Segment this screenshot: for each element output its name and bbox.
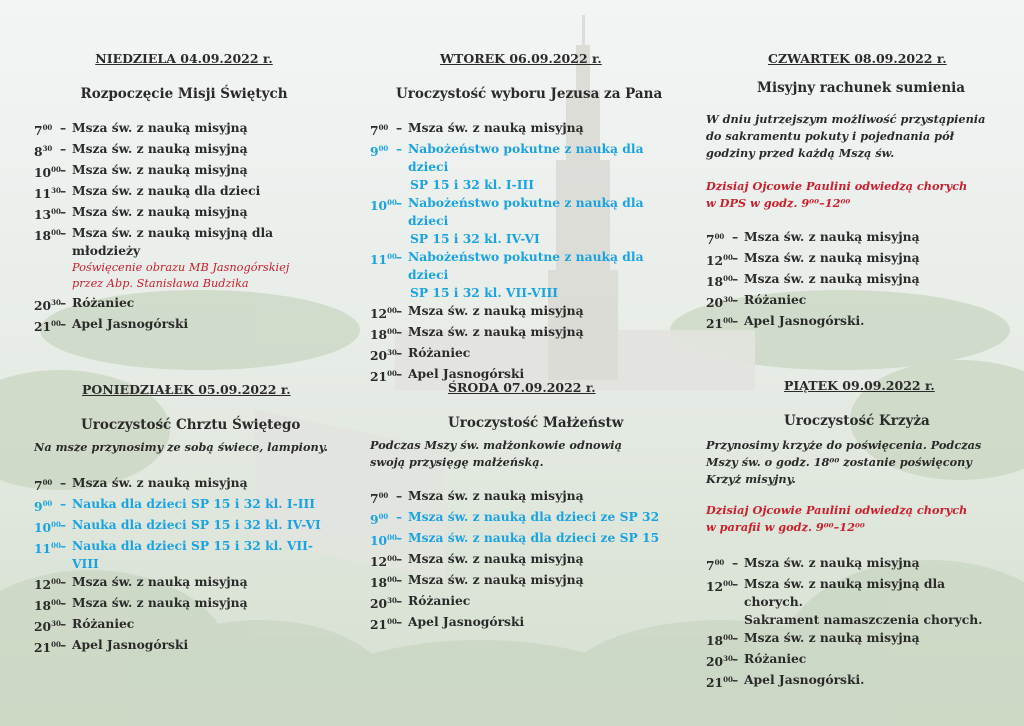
day-title: PONIEDZIAŁEK 05.09.2022 r.	[82, 382, 291, 397]
day-title: ŚRODA 07.09.2022 r.	[448, 380, 596, 395]
info-note: Przynosimy krzyże do poświęcenia. Podczas Mszy św. o godz. 18⁰⁰ zostanie poświęcony Krzyż misyjny.	[706, 438, 982, 486]
schedule-row: $20^{30}$ – Różaniec	[34, 616, 135, 634]
day-wednesday	[370, 379, 670, 634]
schedule-row: $20^{30}$ – Różaniec	[370, 345, 471, 363]
feast-title: Uroczystość Małżeństw	[448, 415, 624, 431]
schedule-row: $21^{00}$ – Apel Jasnogórski	[34, 316, 189, 334]
schedule-row: $18^{00}$ – Msza św. z nauką misyjną	[370, 572, 584, 590]
feast-title: Uroczystość Chrztu Świętego	[81, 417, 301, 433]
schedule-row: $9^{00}$ – Nabożeństwo pokutne z nauką dla dzieci SP 15 i 32 kl. I-III	[370, 141, 644, 192]
day-title: NIEDZIELA 04.09.2022 r.	[95, 51, 273, 66]
day-sunday	[34, 50, 334, 336]
schedule-row: $9^{00}$ – Msza św. z nauką dla dzieci ze SP 32	[370, 509, 660, 527]
schedule-row: $13^{00}$ – Msza św. z nauką misyjną	[34, 204, 248, 222]
day-thursday	[706, 50, 1006, 333]
schedule-row: $20^{30}$ – Różaniec	[706, 651, 807, 669]
day-title: CZWARTEK 08.09.2022 r.	[768, 51, 947, 66]
day-tuesday	[370, 50, 670, 386]
schedule-row: $12^{00}$ – Msza św. z nauką misyjną	[370, 551, 584, 569]
schedule-row: $7^{00}$ – Msza św. z nauką misyjną	[370, 120, 584, 138]
schedule-row: $21^{00}$ – Apel Jasnogórski	[34, 637, 189, 655]
schedule-row: $10^{00}$ – Nabożeństwo pokutne z nauką dla dzieci SP 15 i 32 kl. IV-VI	[370, 195, 644, 246]
schedule-row: $18^{00}$ – Msza św. z nauką misyjną	[370, 324, 584, 342]
schedule-row: $11^{00}$ – Nabożeństwo pokutne z nauką dla dzieci SP 15 i 32 kl. VII-VIII	[370, 249, 644, 300]
schedule-row: $7^{00}$ – Msza św. z nauką misyjną	[706, 555, 920, 573]
schedule-row: $18^{00}$ – Msza św. z nauką misyjną dla młodzieży	[34, 225, 274, 258]
schedule-row: $21^{00}$ – Apel Jasnogórski.	[706, 313, 865, 331]
schedule-row: $7^{00}$ – Msza św. z nauką misyjną	[706, 229, 920, 247]
feast-title: Uroczystość Krzyża	[784, 413, 930, 429]
schedule-row: $18^{00}$ – Msza św. z nauką misyjną	[706, 630, 920, 648]
schedule-row: $9^{00}$ – Nauka dla dzieci SP 15 i 32 kl. I-III	[34, 496, 315, 514]
day-title: WTOREK 06.09.2022 r.	[440, 51, 602, 66]
schedule-row: $7^{00}$ – Msza św. z nauką misyjną	[370, 488, 584, 506]
feast-title: Misyjny rachunek sumienia	[757, 80, 966, 96]
schedule-row: $10^{00}$ – Msza św. z nauką dla dzieci ze SP 15	[370, 530, 660, 548]
schedule-row: $8^{30}$ – Msza św. z nauką misyjną	[34, 141, 248, 159]
schedule-row: $12^{00}$ – Msza św. z nauką misyjną	[370, 303, 584, 321]
info-note: W dniu jutrzejszym możliwość przystąpienia do sakramentu pokuty i pojednania pół godziny przed każdą Mszą św.	[706, 112, 986, 160]
schedule-list	[706, 228, 1006, 333]
schedule-row: $21^{00}$ – Apel Jasnogórski	[370, 366, 525, 384]
schedule-list	[706, 554, 1006, 692]
schedule-list	[34, 119, 334, 336]
schedule-row: $18^{00}$ – Msza św. z nauką misyjną	[34, 595, 248, 613]
day-friday	[706, 377, 1006, 692]
info-note: Podczas Mszy św. małżonkowie odnowią swoją przysięgę małżeńską.	[370, 438, 622, 469]
schedule-row: $7^{00}$ – Msza św. z nauką misyjną	[34, 120, 248, 138]
schedule-row: $11^{00}$ – Nauka dla dzieci SP 15 i 32 kl. VII-VIII	[34, 538, 314, 571]
schedule-row: $7^{00}$ – Msza św. z nauką misyjną	[34, 475, 248, 493]
feast-title: Rozpoczęcie Misji Świętych	[80, 86, 288, 102]
schedule-row: $10^{00}$ – Msza św. z nauką misyjną	[34, 162, 248, 180]
schedule-row: $21^{00}$ – Apel Jasnogórski	[370, 614, 525, 632]
sub-note: przez Abp. Stanisława Budzika	[72, 277, 249, 290]
schedule-row: $18^{00}$ – Msza św. z nauką misyjną	[706, 271, 920, 289]
schedule-row: $21^{00}$ – Apel Jasnogórski.	[706, 672, 865, 690]
schedule-row: $20^{30}$ – Różaniec	[34, 295, 135, 313]
day-title: PIĄTEK 09.09.2022 r.	[784, 378, 935, 393]
schedule-row: $20^{30}$ – Różaniec	[370, 593, 471, 611]
schedule-row: $12^{00}$ – Msza św. z nauką misyjną	[706, 250, 920, 268]
schedule-row: $12^{00}$ – Msza św. z nauką misyjną	[34, 574, 248, 592]
schedule-row: $12^{00}$ – Msza św. z nauką misyjną dla chorych. Sakrament namaszczenia chorych.	[706, 576, 983, 627]
schedule-list	[370, 119, 670, 386]
schedule-row: $20^{30}$ – Różaniec	[706, 292, 807, 310]
schedule-list	[370, 487, 670, 634]
visit-note: Dzisiaj Ojcowie Paulini odwiedzą chorych w parafii w godz. 9⁰⁰–12⁰⁰	[706, 503, 968, 534]
visit-note: Dzisiaj Ojcowie Paulini odwiedzą chorych w DPS w godz. 9⁰⁰–12⁰⁰	[706, 179, 968, 210]
schedule-row: $11^{30}$ – Msza św. z nauką dla dzieci	[34, 183, 261, 201]
sub-note: Poświęcenie obrazu MB Jasnogórskiej	[72, 261, 290, 274]
schedule-row: $10^{00}$ – Nauka dla dzieci SP 15 i 32 kl. IV-VI	[34, 517, 321, 535]
info-note: Na msze przynosimy ze sobą świece, lampiony.	[34, 440, 328, 454]
feast-title: Uroczystość wyboru Jezusa za Pana	[396, 86, 663, 102]
day-monday	[34, 381, 334, 657]
schedule-list	[34, 474, 334, 657]
